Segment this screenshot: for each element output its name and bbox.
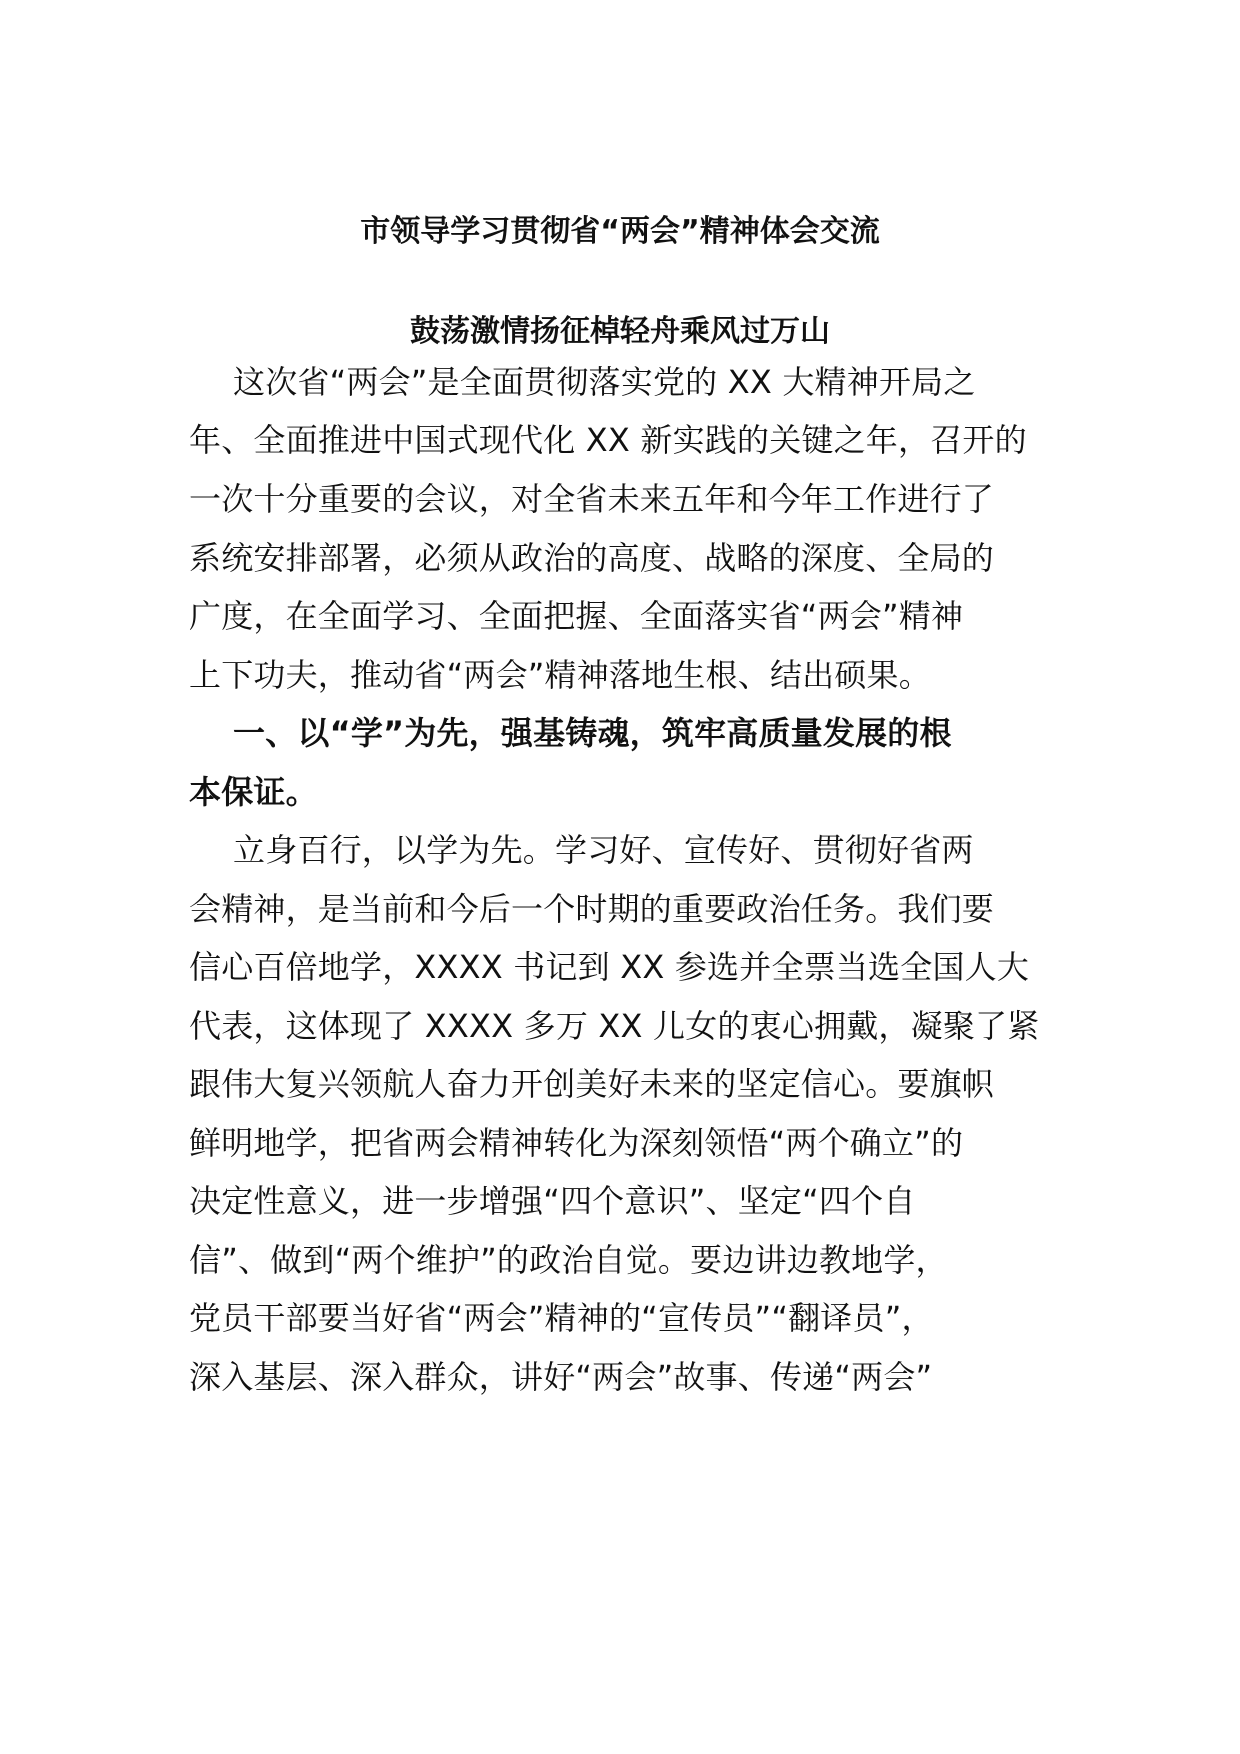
- section-heading-line: 本保证。: [189, 773, 318, 811]
- document-title: 市领导学习贯彻省“两会”精神体会交流: [360, 214, 880, 249]
- paragraph-2-line: 会精神，是当前和今后一个时期的重要政治任务。我们要: [189, 890, 995, 928]
- paragraph-1-line: 上下功夫，推动省“两会”精神落地生根、结出硕果。: [189, 656, 931, 694]
- paragraph-2-line: 鲜明地学，把省两会精神转化为深刻领悟“两个确立”的: [189, 1124, 964, 1162]
- section-heading-line: 一、以“学”为先，强基铸魂，筑牢高质量发展的根: [233, 714, 952, 752]
- paragraph-2-line: 党员干部要当好省“两会”精神的“宣传员”“翻译员”，: [189, 1299, 934, 1337]
- paragraph-2-line: 决定性意义，进一步增强“四个意识”、坚定“四个自: [189, 1182, 916, 1220]
- paragraph-2-line: 信心百倍地学，XXXX 书记到 XX 参选并全票当选全国人大: [189, 948, 1030, 986]
- paragraph-1-line: 系统安排部署，必须从政治的高度、战略的深度、全局的: [189, 539, 995, 577]
- paragraph-2-line: 立身百行，以学为先。学习好、宣传好、贯彻好省两: [233, 831, 974, 869]
- paragraph-1-line: 年、全面推进中国式现代化 XX 新实践的关键之年，召开的: [189, 421, 1027, 459]
- paragraph-2-line: 深入基层、深入群众，讲好“两会”故事、传递“两会”: [189, 1358, 933, 1396]
- paragraph-1-line: 一次十分重要的会议，对全省未来五年和今年工作进行了: [189, 480, 995, 518]
- paragraph-2-line: 跟伟大复兴领航人奋力开创美好未来的坚定信心。要旗帜: [189, 1065, 995, 1103]
- paragraph-2-line: 信”、做到“两个维护”的政治自觉。要边讲边教地学，: [189, 1241, 948, 1279]
- document-subtitle: 鼓荡激情扬征棹轻舟乘风过万山: [410, 314, 830, 349]
- paragraph-1-line: 广度，在全面学习、全面把握、全面落实省“两会”精神: [189, 597, 964, 635]
- paragraph-2-line: 代表，这体现了 XXXX 多万 XX 儿女的衷心拥戴，凝聚了紧: [189, 1007, 1040, 1045]
- paragraph-1-line: 这次省“两会”是全面贯彻落实党的 XX 大精神开局之: [233, 363, 976, 401]
